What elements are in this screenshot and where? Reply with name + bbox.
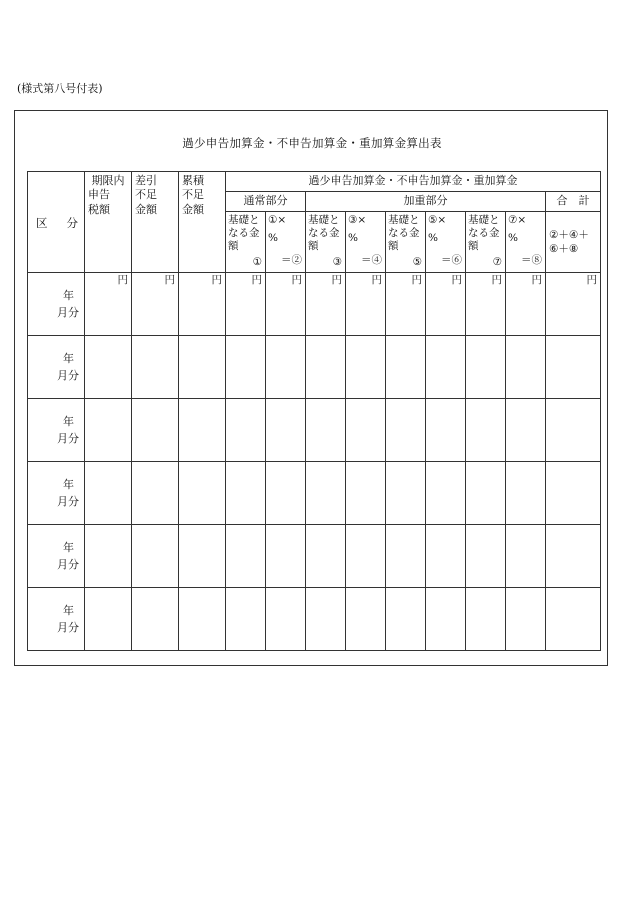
pct-sign-4: % xyxy=(348,232,358,244)
pct-sign-8: % xyxy=(508,232,518,244)
circle-number-1: ① xyxy=(252,256,262,269)
amount-cell[interactable] xyxy=(386,462,426,525)
amount-cell[interactable] xyxy=(266,588,306,651)
year-label: 年 xyxy=(63,541,74,554)
yen-unit: 円 xyxy=(491,274,502,286)
yen-unit: 円 xyxy=(117,274,128,286)
period-cell xyxy=(28,273,85,336)
header-total-formula xyxy=(546,212,601,273)
amount-cell[interactable] xyxy=(426,588,466,651)
header-sabiki-l2: 不足 xyxy=(135,188,157,202)
amount-cell[interactable] xyxy=(85,336,132,399)
calculation-table xyxy=(27,171,601,651)
pct-top-4: ③× xyxy=(348,214,367,226)
amount-cell[interactable] xyxy=(546,588,601,651)
year-label: 年 xyxy=(63,289,74,302)
total-formula: ②＋④＋ ⑥＋⑧ xyxy=(549,229,589,255)
amount-cell[interactable] xyxy=(132,588,179,651)
amount-cell[interactable] xyxy=(226,588,266,651)
header-kigennai-l2: 申告 xyxy=(88,188,110,202)
amount-cell[interactable] xyxy=(179,462,226,525)
header-ruiseki-l2: 不足 xyxy=(182,188,204,202)
year-label: 年 xyxy=(63,352,74,365)
amount-cell[interactable] xyxy=(266,462,306,525)
amount-cell[interactable] xyxy=(306,588,346,651)
year-label: 年 xyxy=(63,478,74,491)
amount-cell[interactable] xyxy=(85,273,132,336)
yen-unit: 円 xyxy=(586,274,597,286)
month-label: 月分 xyxy=(57,495,79,508)
amount-cell[interactable] xyxy=(426,525,466,588)
amount-cell[interactable] xyxy=(306,525,346,588)
header-ruiseki-l1: 累積 xyxy=(182,174,204,187)
table-row xyxy=(28,588,601,651)
pct-top-8: ⑦× xyxy=(508,214,527,226)
year-label: 年 xyxy=(63,415,74,428)
amount-cell[interactable] xyxy=(466,273,506,336)
year-label: 年 xyxy=(63,604,74,617)
amount-cell[interactable] xyxy=(346,336,386,399)
yen-unit: 円 xyxy=(451,274,462,286)
amount-cell[interactable] xyxy=(426,399,466,462)
pct-top-2: ①× xyxy=(268,214,287,226)
amount-cell[interactable] xyxy=(466,588,506,651)
yen-unit: 円 xyxy=(411,274,422,286)
amount-cell[interactable] xyxy=(546,336,601,399)
header-tsujo: 通常部分 xyxy=(226,192,306,212)
amount-cell[interactable] xyxy=(346,525,386,588)
amount-cell[interactable] xyxy=(179,336,226,399)
amount-cell[interactable] xyxy=(306,399,346,462)
yen-unit: 円 xyxy=(251,274,262,286)
amount-cell[interactable] xyxy=(386,336,426,399)
amount-cell[interactable] xyxy=(426,462,466,525)
header-kaju: 加重部分 xyxy=(306,192,546,212)
header-base-5 xyxy=(386,212,426,273)
amount-cell[interactable] xyxy=(132,273,179,336)
header-sabiki-l3: 金額 xyxy=(135,202,157,216)
yen-unit: 円 xyxy=(164,274,175,286)
period-cell xyxy=(28,525,85,588)
header-base-1 xyxy=(226,212,266,273)
amount-cell[interactable] xyxy=(132,462,179,525)
month-label: 月分 xyxy=(57,558,79,571)
amount-cell[interactable] xyxy=(266,399,306,462)
header-ruiseki-l3: 金額 xyxy=(182,202,204,216)
amount-cell[interactable] xyxy=(85,399,132,462)
header-pct-4 xyxy=(346,212,386,273)
amount-cell[interactable] xyxy=(179,273,226,336)
amount-cell[interactable] xyxy=(226,273,266,336)
month-label: 月分 xyxy=(57,432,79,445)
yen-unit: 円 xyxy=(211,274,222,286)
amount-cell[interactable] xyxy=(346,399,386,462)
amount-cell[interactable] xyxy=(506,336,546,399)
header-ruiseki xyxy=(179,172,226,273)
month-label: 月分 xyxy=(57,306,79,319)
amount-cell[interactable] xyxy=(306,273,346,336)
amount-cell[interactable] xyxy=(266,273,306,336)
amount-cell[interactable] xyxy=(226,525,266,588)
header-pct-6 xyxy=(426,212,466,273)
amount-cell[interactable] xyxy=(266,525,306,588)
circle-number-5: ⑤ xyxy=(412,256,422,269)
yen-unit: 円 xyxy=(291,274,302,286)
amount-cell[interactable] xyxy=(386,399,426,462)
amount-cell[interactable] xyxy=(546,462,601,525)
amount-cell[interactable] xyxy=(226,336,266,399)
amount-cell[interactable] xyxy=(306,336,346,399)
amount-cell[interactable] xyxy=(546,399,601,462)
amount-cell[interactable] xyxy=(179,399,226,462)
period-cell xyxy=(28,462,85,525)
page-title: 過少申告加算金・不申告加算金・重加算金算出表 xyxy=(182,136,442,150)
amount-cell[interactable] xyxy=(226,462,266,525)
amount-cell[interactable] xyxy=(179,588,226,651)
header-kigennai xyxy=(85,172,132,273)
amount-cell[interactable] xyxy=(306,462,346,525)
circle-number-7: ⑦ xyxy=(492,256,502,269)
yen-unit: 円 xyxy=(331,274,342,286)
header-pct-2 xyxy=(266,212,306,273)
form-frame xyxy=(14,110,608,666)
amount-cell[interactable] xyxy=(386,525,426,588)
amount-cell[interactable] xyxy=(426,273,466,336)
amount-cell[interactable] xyxy=(466,525,506,588)
header-kigennai-l1: 期限内 xyxy=(91,174,125,187)
amount-cell[interactable] xyxy=(132,336,179,399)
base-label-3: 基礎と なる金 額 xyxy=(308,214,340,253)
pct-top-6: ⑤× xyxy=(428,214,447,226)
amount-cell[interactable] xyxy=(346,273,386,336)
period-cell xyxy=(28,588,85,651)
table-row xyxy=(28,399,601,462)
circle-number-3: ③ xyxy=(332,256,342,269)
header-sabiki-l1: 差引 xyxy=(135,174,157,187)
pct-result-4: ＝④ xyxy=(361,254,382,267)
header-base-7 xyxy=(466,212,506,273)
amount-cell[interactable] xyxy=(85,525,132,588)
table-row xyxy=(28,525,601,588)
amount-cell[interactable] xyxy=(546,273,601,336)
pct-result-2: ＝② xyxy=(281,254,302,267)
yen-unit: 円 xyxy=(371,274,382,286)
header-base-3 xyxy=(306,212,346,273)
amount-cell[interactable] xyxy=(346,588,386,651)
header-kubun xyxy=(28,172,85,273)
amount-cell[interactable] xyxy=(506,525,546,588)
amount-cell[interactable] xyxy=(226,399,266,462)
table-row xyxy=(28,273,601,336)
header-sabiki xyxy=(132,172,179,273)
header-kubun-char1: 区 xyxy=(36,216,48,230)
month-label: 月分 xyxy=(57,369,79,382)
base-label-5: 基礎と なる金 額 xyxy=(388,214,420,253)
base-label-7: 基礎と なる金 額 xyxy=(468,214,500,253)
amount-cell[interactable] xyxy=(266,336,306,399)
amount-cell[interactable] xyxy=(85,462,132,525)
header-group: 過少申告加算金・不申告加算金・重加算金 xyxy=(226,172,601,192)
amount-cell[interactable] xyxy=(546,525,601,588)
amount-cell[interactable] xyxy=(179,525,226,588)
header-gokei: 合 計 xyxy=(546,192,601,212)
header-pct-8 xyxy=(506,212,546,273)
header-kigennai-l3: 税額 xyxy=(88,202,110,216)
pct-sign-6: % xyxy=(428,232,438,244)
amount-cell[interactable] xyxy=(506,588,546,651)
pct-sign-2: % xyxy=(268,232,278,244)
base-label-1: 基礎と なる金 額 xyxy=(228,214,260,253)
period-cell xyxy=(28,399,85,462)
month-label: 月分 xyxy=(57,621,79,634)
amount-cell[interactable] xyxy=(466,336,506,399)
amount-cell[interactable] xyxy=(506,399,546,462)
amount-cell[interactable] xyxy=(346,462,386,525)
form-label: (様式第八号付表) xyxy=(17,82,103,95)
amount-cell[interactable] xyxy=(132,525,179,588)
yen-unit: 円 xyxy=(531,274,542,286)
amount-cell[interactable] xyxy=(386,588,426,651)
amount-cell[interactable] xyxy=(132,399,179,462)
period-cell xyxy=(28,336,85,399)
table-row xyxy=(28,336,601,399)
amount-cell[interactable] xyxy=(85,588,132,651)
amount-cell[interactable] xyxy=(466,462,506,525)
amount-cell[interactable] xyxy=(506,273,546,336)
amount-cell[interactable] xyxy=(466,399,506,462)
pct-result-8: ＝⑧ xyxy=(521,254,542,267)
amount-cell[interactable] xyxy=(426,336,466,399)
amount-cell[interactable] xyxy=(386,273,426,336)
table-row xyxy=(28,462,601,525)
pct-result-6: ＝⑥ xyxy=(441,254,462,267)
header-kubun-char2: 分 xyxy=(66,216,78,230)
amount-cell[interactable] xyxy=(506,462,546,525)
